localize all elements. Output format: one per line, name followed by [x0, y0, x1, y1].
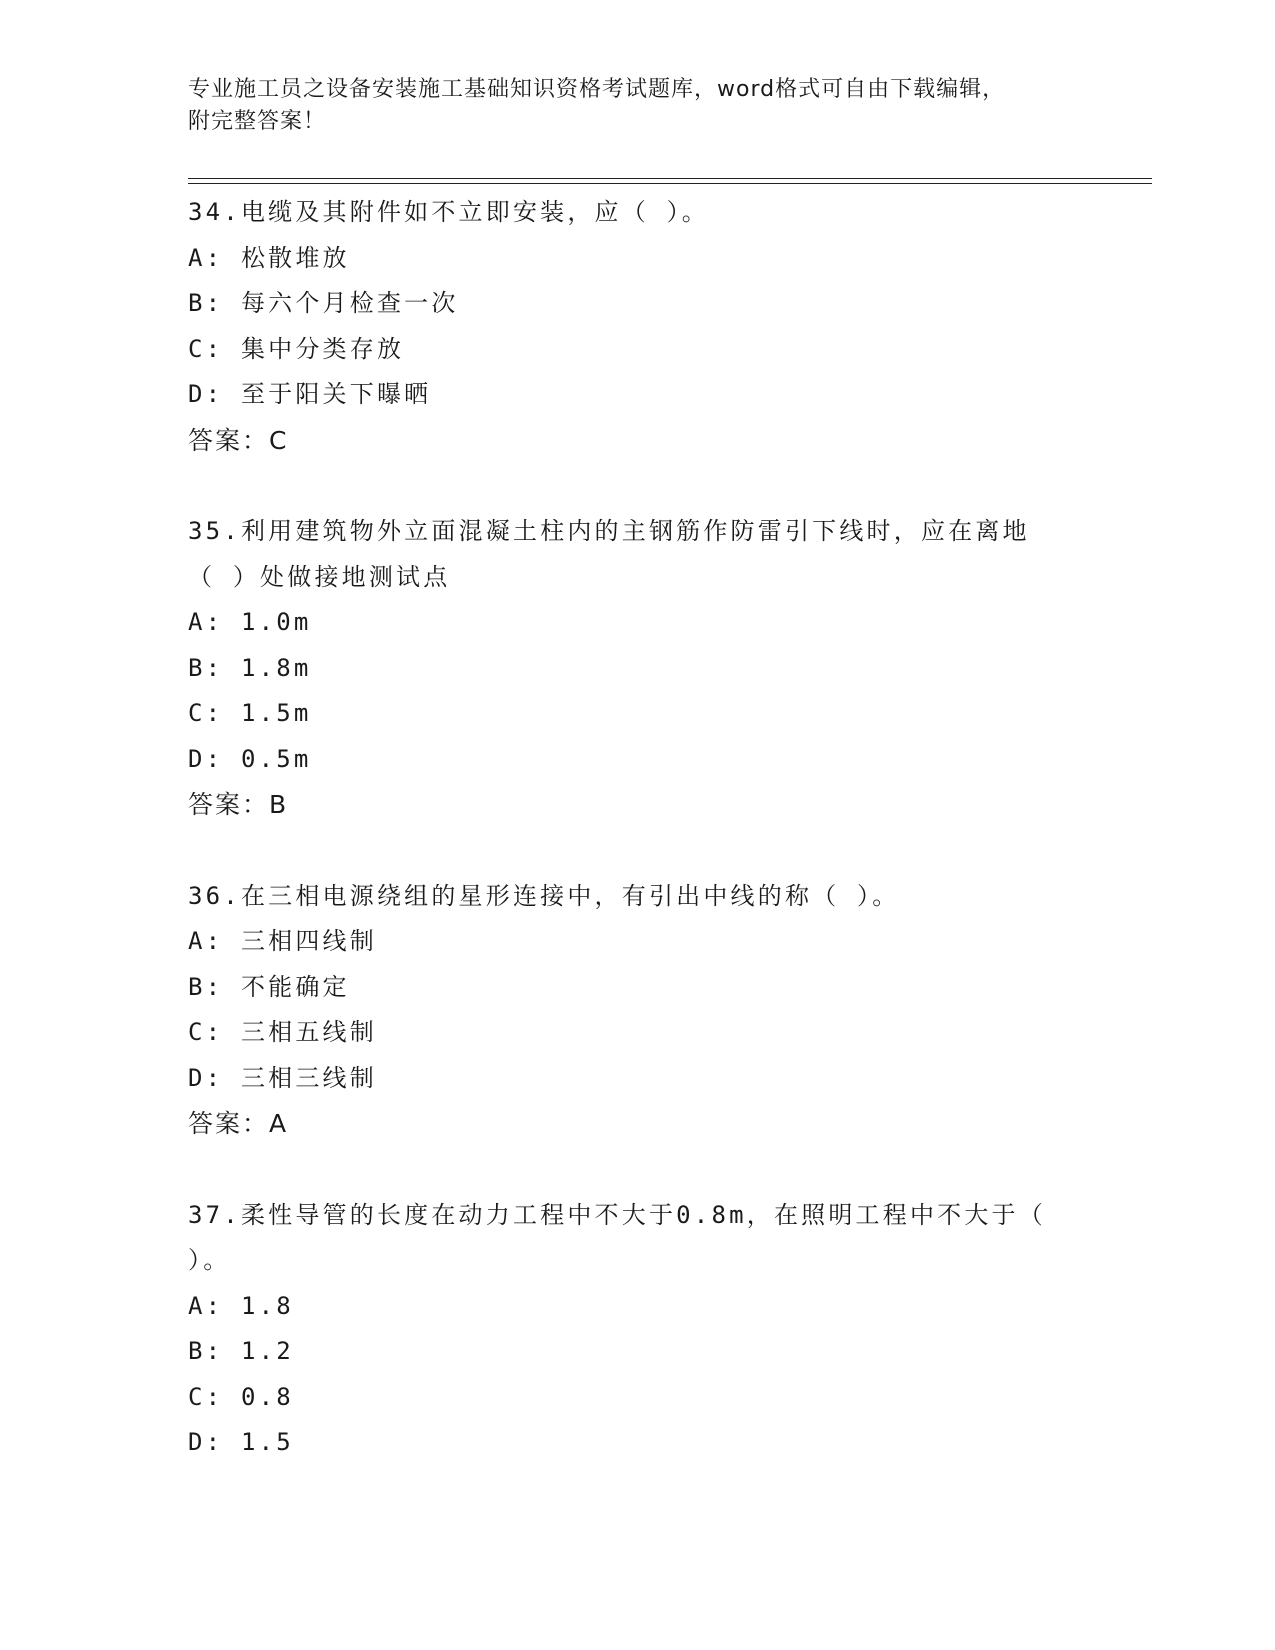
document-header — [188, 74, 1088, 138]
option-c: C: 三相五线制 — [188, 1018, 377, 1046]
option-c: C: 1.5m — [188, 699, 312, 727]
question-36 — [188, 874, 1088, 1147]
option-a: A: 1.8 — [188, 1291, 294, 1320]
question-stem: 37.柔性导管的长度在动力工程中不大于0.8m，在照明工程中不大于（ — [188, 1200, 1046, 1229]
answer-line: 答案：C — [188, 425, 289, 455]
option-c: C: 0.8 — [188, 1382, 294, 1411]
option-b: B: 不能确定 — [188, 972, 350, 1001]
question-stem: 34.电缆及其附件如不立即安装，应（ ）。 — [188, 198, 709, 226]
header-divider-bottom — [188, 183, 1152, 184]
option-d: D: 三相三线制 — [188, 1063, 377, 1092]
option-a: A: 1.0m — [188, 608, 312, 636]
header-line-1: 专业施工员之设备安装施工基础知识资格考试题库，word格式可自由下载编辑， — [188, 77, 1006, 102]
option-a: A: 松散堆放 — [188, 243, 350, 272]
question-stem: 35.利用建筑物外立面混凝土柱内的主钢筋作防雷引下线时，应在离地 — [188, 517, 1030, 545]
header-line-2: 附完整答案！ — [188, 109, 327, 134]
question-37 — [188, 1193, 1088, 1466]
option-c: C: 集中分类存放 — [188, 334, 405, 363]
option-b: B: 1.2 — [188, 1337, 294, 1365]
question-stem: 36.在三相电源绕组的星形连接中，有引出中线的称（ ）。 — [188, 881, 900, 910]
question-stem-continued: （ ）处做接地测试点 — [188, 562, 451, 591]
option-d: D: 至于阳关下曝晒 — [188, 380, 432, 408]
question-35 — [188, 509, 1088, 828]
option-b: B: 每六个月检查一次 — [188, 289, 459, 317]
option-a: A: 三相四线制 — [188, 927, 377, 955]
answer-line: 答案：A — [188, 1109, 289, 1138]
answer-line: 答案：B — [188, 790, 289, 819]
question-34 — [188, 190, 1088, 463]
question-list — [188, 190, 1088, 1512]
option-d: D: 1.5 — [188, 1428, 294, 1456]
header-divider-top — [188, 178, 1152, 179]
option-d: D: 0.5m — [188, 744, 312, 773]
question-stem-continued: ）。 — [188, 1246, 231, 1274]
option-b: B: 1.8m — [188, 653, 312, 682]
